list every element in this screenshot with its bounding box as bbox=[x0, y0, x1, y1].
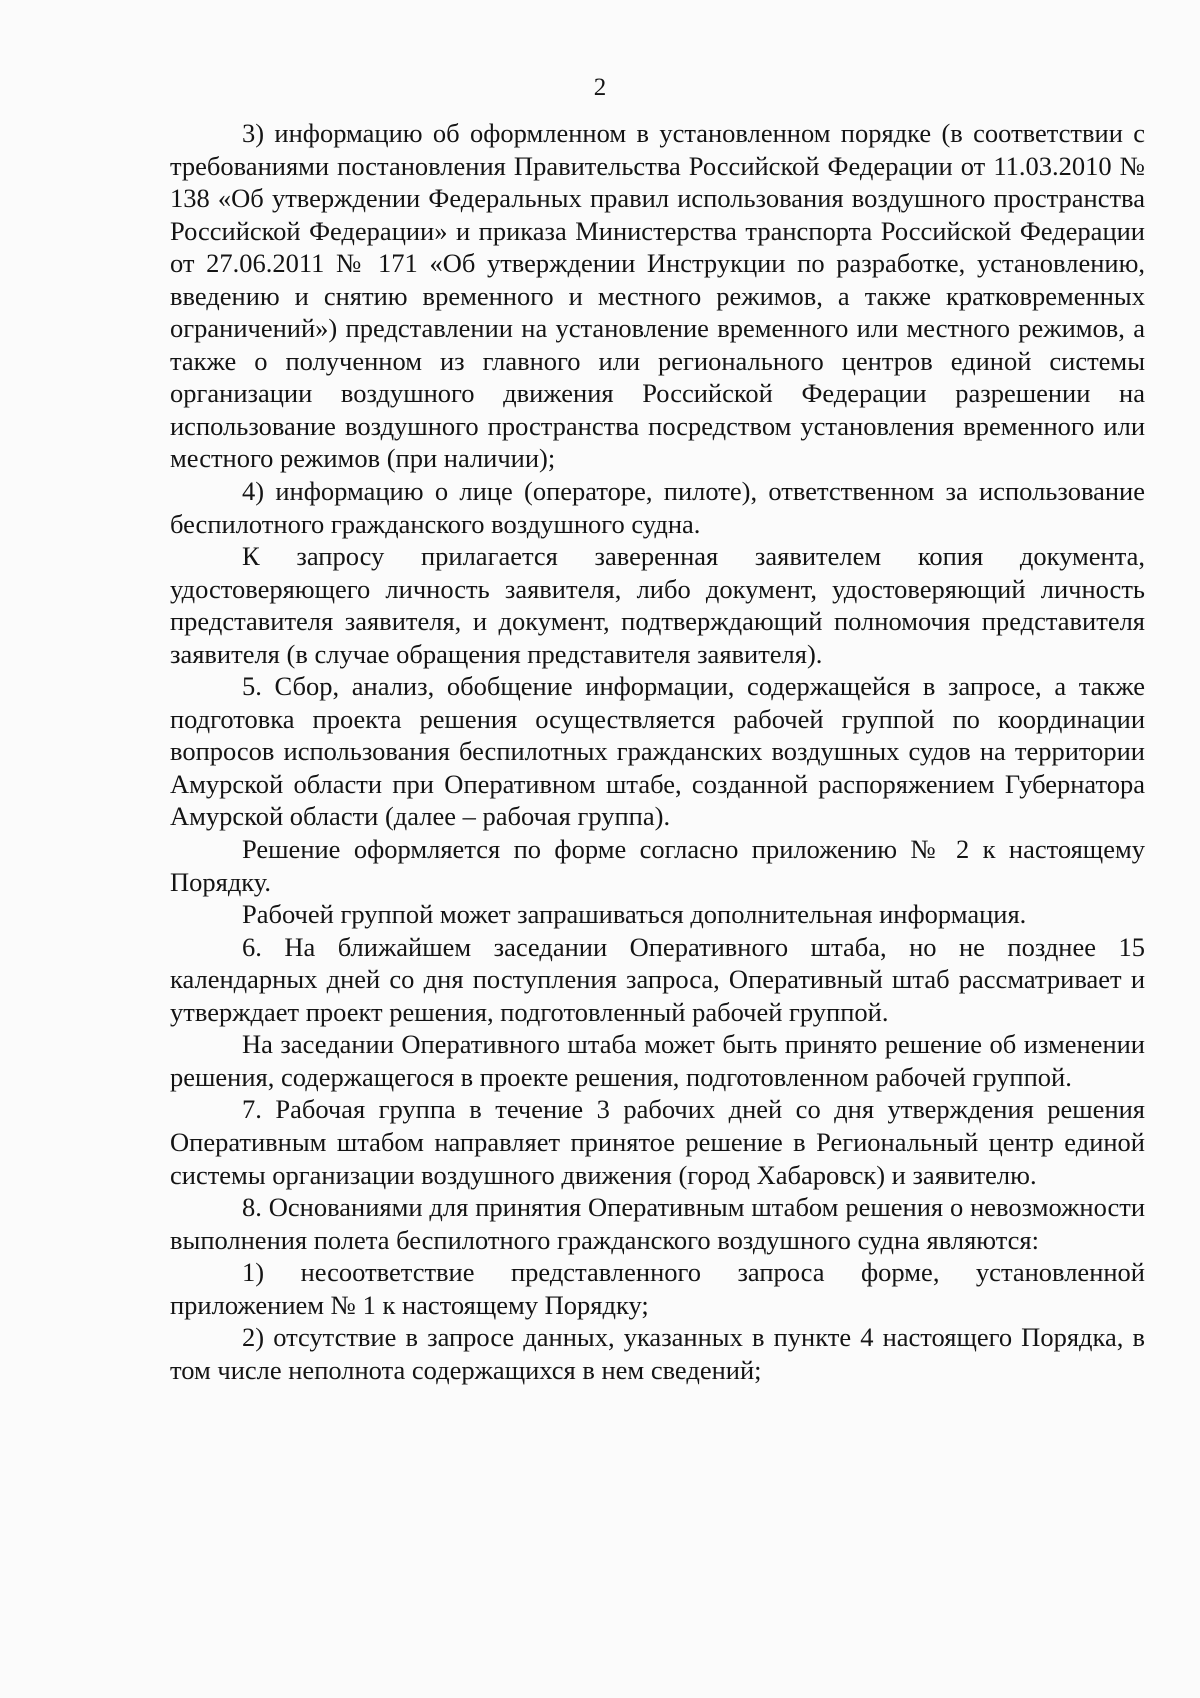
paragraph-clause-8: 8. Основаниями для принятия Оперативным штабом решения о невозможности выполнения полета беспилотного гражданского воздушного судна являются: bbox=[170, 1192, 1145, 1255]
paragraph-item-3: 3) информацию об оформленном в установленном порядке (в соответствии с требованиями постановления Правительства Российской Федерации от 11.03.2010 № 138 «Об утверждении Федеральных правил использования воздушного пространства Российской Федерации» и приказа Министерства транспорта Российской Федерации от 27.06.2011 № 171 «Об утверждении Инструкции по разработке, установлению, введению и снятию временного и местного режимов, а также кратковременных ограничений») представлении на установление временного или местного режимов, а также о полученном из главного или регионального центров единой системы организации воздушного движения Российской Федерации разрешении на использование воздушного пространства посредством установления временного или местного режимов (при наличии); bbox=[170, 118, 1145, 474]
paragraph-decision-change: На заседании Оперативного штаба может быть принято решение об изменении решения, содержащегося в проекте решения, подготовленном рабочей группой. bbox=[170, 1029, 1145, 1092]
paragraph-request-attachments: К запросу прилагается заверенная заявителем копия документа, удостоверяющего личность заявителя, либо документ, удостоверяющий личность представителя заявителя, и документ, подтверждающий полномочия представителя заявителя (в случае обращения представителя заявителя). bbox=[170, 541, 1145, 669]
paragraph-clause-8-item-2: 2) отсутствие в запросе данных, указанных в пункте 4 настоящего Порядка, в том числе неполнота содержащихся в нем сведений; bbox=[170, 1322, 1145, 1385]
paragraph-item-4: 4) информацию о лице (операторе, пилоте), ответственном за использование беспилотного гражданского воздушного судна. bbox=[170, 476, 1145, 539]
document-body bbox=[170, 117, 1145, 1386]
paragraph-decision-form: Решение оформляется по форме согласно приложению № 2 к настоящему Порядку. bbox=[170, 834, 1145, 897]
paragraph-clause-5: 5. Сбор, анализ, обобщение информации, содержащейся в запросе, а также подготовка проекта решения осуществляется рабочей группой по координации вопросов использования беспилотных гражданских воздушных судов на территории Амурской области при Оперативном штабе, созданной распоряжением Губернатора Амурской области (далее – рабочая группа). bbox=[170, 671, 1145, 832]
paragraph-clause-8-item-1: 1) несоответствие представленного запроса форме, установленной приложением № 1 к настоящему Порядку; bbox=[170, 1257, 1145, 1320]
paragraph-additional-info: Рабочей группой может запрашиваться дополнительная информация. bbox=[242, 899, 1027, 930]
paragraph-clause-7: 7. Рабочая группа в течение 3 рабочих дней со дня утверждения решения Оперативным штабом направляет принятое решение в Региональный центр единой системы организации воздушного движения (город Хабаровск) и заявителю. bbox=[170, 1094, 1145, 1190]
paragraph-clause-6: 6. На ближайшем заседании Оперативного штаба, но не позднее 15 календарных дней со дня поступления запроса, Оперативный штаб рассматривает и утверждает проект решения, подготовленный рабочей группой. bbox=[170, 931, 1145, 1027]
page-number: 2 bbox=[593, 74, 607, 101]
